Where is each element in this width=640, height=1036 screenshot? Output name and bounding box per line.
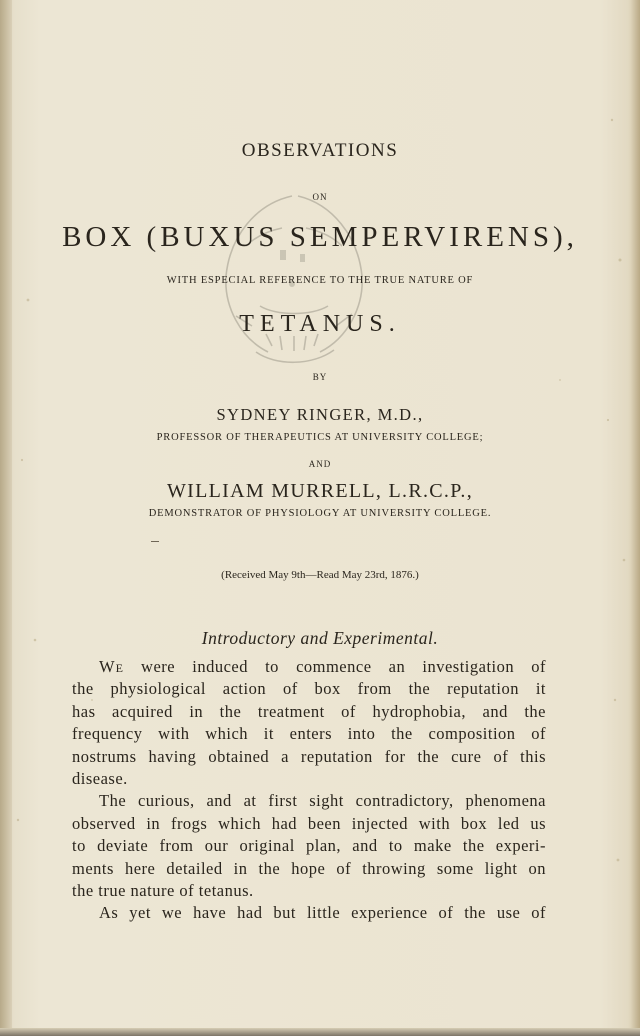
section-heading: Introductory and Experimental. (201, 628, 439, 648)
body-line: to deviate from our original plan, and to make the experi- (72, 836, 546, 856)
separator-dash (151, 541, 159, 542)
on-label: ON (312, 192, 328, 202)
author-name-second: WILLIAM MURRELL, L.R.C.P., (166, 480, 474, 502)
author-affiliation-first: PROFESSOR OF THERAPEUTICS AT UNIVERSITY COLLEGE; (156, 432, 484, 443)
page-bottom-edge (0, 1028, 640, 1036)
body-line: disease. (72, 769, 128, 789)
body-line: observed in frogs which had been injected with box led us (72, 813, 546, 833)
body-line: the true nature of tetanus. (72, 881, 254, 901)
author-affiliation-second: DEMONSTRATOR OF PHYSIOLOGY AT UNIVERSITY COLLEGE. (148, 508, 492, 519)
author-name-first: SYDNEY RINGER, M.D., (216, 405, 424, 424)
received-date: (Received May 9th—Read May 23rd, 1876.) (221, 569, 419, 581)
observations-heading: OBSERVATIONS (241, 140, 399, 161)
by-label: BY (312, 372, 328, 382)
body-line: nostrums having obtained a reputation for the cure of this (72, 746, 546, 766)
first-word: We (99, 657, 124, 676)
body-line: frequency with which it enters into the composition of (72, 724, 546, 744)
and-label: AND (308, 459, 332, 469)
body-text (72, 656, 546, 925)
body-line: The curious, and at first sight contradictory, phenomena (99, 791, 546, 811)
reference-subtitle: WITH ESPECIAL REFERENCE TO THE TRUE NATURE OF (166, 275, 474, 286)
body-line: We were induced to commence an investigation of (99, 657, 546, 676)
subject-title: TETANUS. (239, 311, 401, 337)
body-line: ments here detailed in the hope of throwing some light on (72, 858, 546, 878)
body-line: has acquired in the treatment of hydrophobia, and the (72, 701, 546, 721)
body-line: the physiological action of box from the reputation it (72, 679, 546, 699)
page-title: BOX (BUXUS SEMPERVIRENS), (62, 221, 578, 253)
body-line: As yet we have had but little experience of the use of (99, 903, 546, 923)
